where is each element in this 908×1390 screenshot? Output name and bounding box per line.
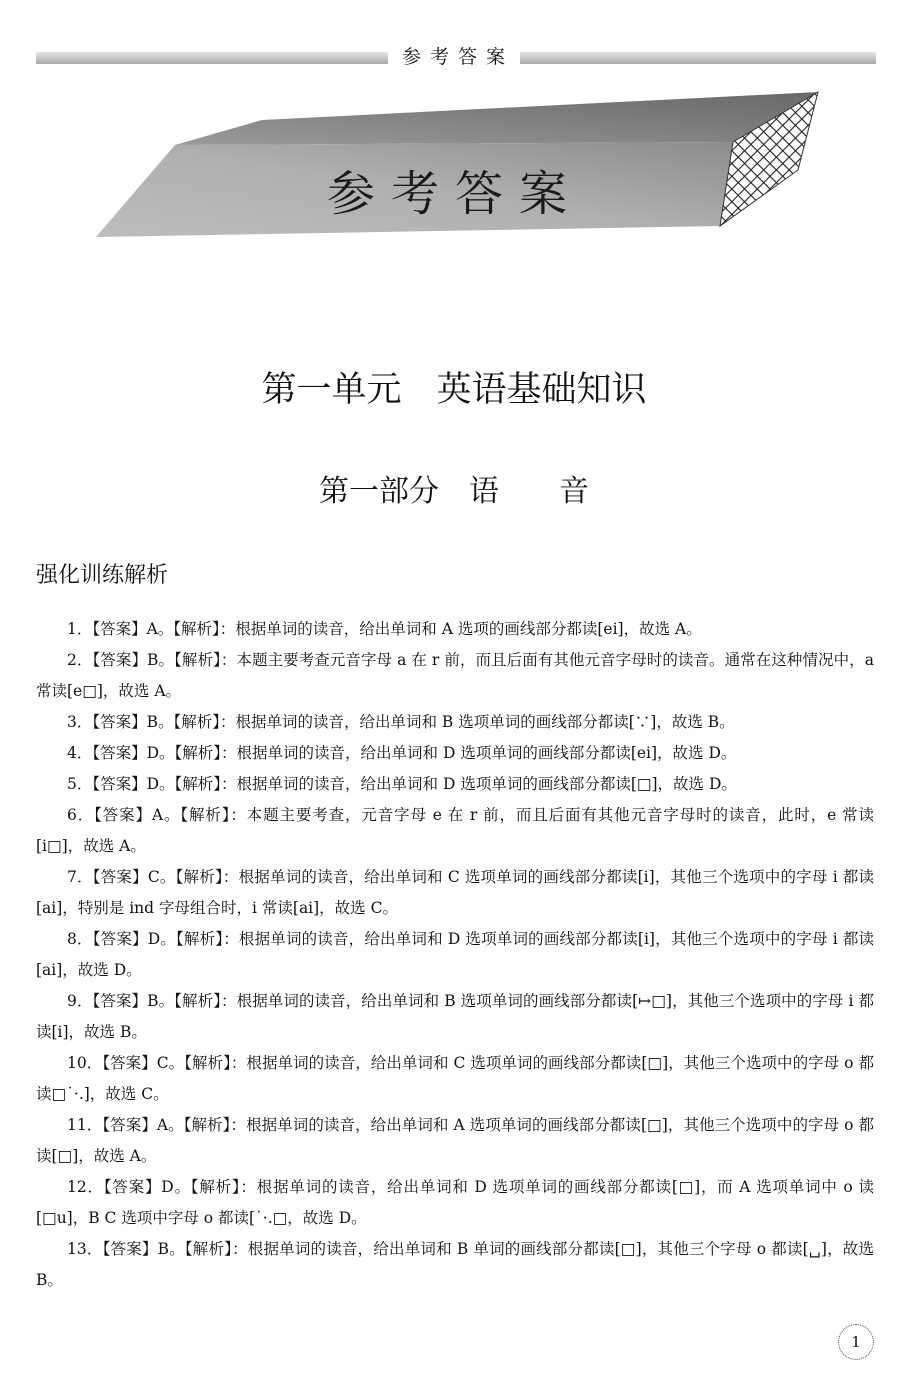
banner-title: 参考答案	[326, 166, 584, 222]
answer-item: 10．【答案】C。【解析】：根据单词的读音，给出单词和 C 选项单词的画线部分都读[□]，其他三个选项中的字母 o 都读□˙·.]，故选 C。	[36, 1054, 874, 1103]
unit-title: 第一单元 英语基础知识	[261, 370, 647, 410]
answer-item: 4．【答案】D。【解析】：根据单词的读音，给出单词和 D 选项单词的画线部分都读[ei]，故选 D。	[67, 744, 737, 762]
answer-item: 8．【答案】D。【解析】：根据单词的读音，给出单词和 D 选项单词的画线部分都读[i]，其他三个选项中的字母 i 都读[ai]，故选 D。	[36, 930, 874, 979]
answer-item: 7．【答案】C。【解析】：根据单词的读音，给出单词和 C 选项单词的画线部分都读[i]，其他三个选项中的字母 i 都读[ai]，特别是 ind 字母组合时，i 常读[ai]，故选 C。	[36, 868, 874, 917]
running-header-text: 参考答案	[388, 46, 520, 68]
answer-item: 9．【答案】B。【解析】：根据单词的读音，给出单词和 B 选项单词的画线部分都读[↦□]，其他三个选项中的字母 i 都读[i]，故选 B。	[36, 992, 874, 1041]
section-title: 强化训练解析	[36, 563, 169, 588]
part-title: 第一部分 语 音	[319, 474, 589, 509]
answer-item: 1．【答案】A。【解析】：根据单词的读音，给出单词和 A 选项的画线部分都读[ei]，故选 A。	[67, 620, 702, 638]
answer-item: 3．【答案】B。【解析】：根据单词的读音，给出单词和 B 选项单词的画线部分都读[∵]，故选 B。	[67, 713, 735, 731]
page-number: 1	[838, 1324, 874, 1360]
banner	[0, 80, 908, 250]
running-header	[0, 42, 908, 69]
banner-top-face	[175, 92, 818, 145]
answer-item: 5．【答案】D。【解析】：根据单词的读音，给出单词和 D 选项单词的画线部分都读[□]，故选 D。	[67, 775, 737, 793]
answer-item: 2．【答案】B。【解析】：本题主要考查元音字母 a 在 r 前，而且后面有其他元音字母时的读音。通常在这种情况中，a 常读[e□]，故选 A。	[36, 651, 874, 700]
answer-item: 6．【答案】A。【解析】：本题主要考查，元音字母 e 在 r 前，而且后面有其他元音字母时的读音，此时，e 常读[i□]，故选 A。	[36, 806, 874, 855]
answer-item: 12．【答案】D。【解析】：根据单词的读音，给出单词和 D 选项单词的画线部分都读[□]，而 A 选项单词中 o 读[□u]，B C 选项中字母 o 都读[˙·.□，故选 D。	[36, 1178, 874, 1227]
answer-item: 11．【答案】A。【解析】：根据单词的读音，给出单词和 A 选项单词的画线部分都读[□]，其他三个选项中的字母 o 都读[□]，故选 A。	[36, 1116, 874, 1165]
answer-list	[36, 614, 874, 1296]
answer-item: 13．【答案】B。【解析】：根据单词的读音，给出单词和 B 单词的画线部分都读[□]，其他三个字母 o 都读[␣]，故选 B。	[36, 1240, 874, 1289]
